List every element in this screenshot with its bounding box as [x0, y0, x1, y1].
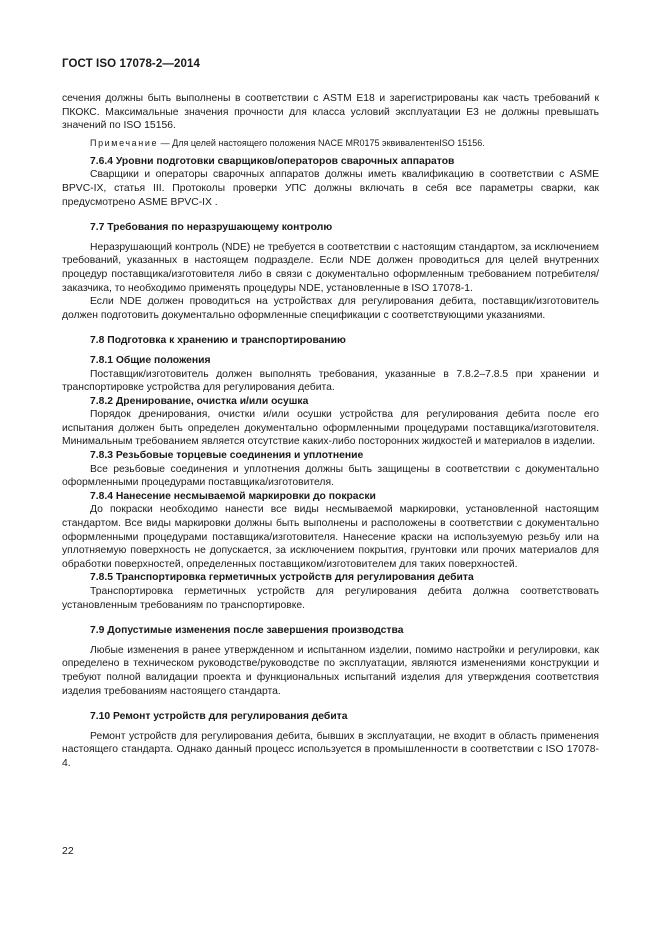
paragraph: Любые изменения в ранее утвержденном и испытанном изделии, помимо настройки и регулировки, как определено в техническом руководстве/руководстве по эксплуатации, являются изменениями конструкции и требуют полной валидации проекта и функциональных испытаний изделия для утверждения соответствия изделия требованиям настоящего стандарта.	[62, 644, 599, 697]
paragraph: До покраски необходимо нанести все виды несмываемой маркировки, установленной настоящим стандартом. Все виды маркировки должны быть выполнены и расположены в соответствии с документально оформленными процедурами поставщика/изготовителя. Нанесение краски на используемую резьбу или на уплотняемую поверхность не допускается, за исключением покрытия, грунтовки или прочих материалов для обработки поверхностей, определенных поставщиком/изготовителем для таких поверхностей.	[62, 504, 599, 570]
page-number: 22	[62, 845, 74, 857]
paragraph: Неразрушающий контроль (NDE) не требуется в соответствии с настоящим стандартом, за исключением требований, указанных в настоящем подразделе. Если NDE должен проводиться для целей внутренних процедур поставщика/изготовителя либо в связи с документально оформленным требованием потребителя/заказчика, то необходимо применять процедуры NDE, установленные в ISO 17078-1.	[62, 241, 599, 294]
paragraph: Транспортировка герметичных устройств для регулирования дебита должна соответствовать установленным требованиям по транспортировке.	[62, 586, 599, 611]
paragraph: Сварщики и операторы сварочных аппаратов должны иметь квалификацию в соответствии с ASME BPVC-IX, статья III. Протоколы проверки УПС должны включать в себя все параметры сварки, как предусмотрено ASME BPVC-IX .	[62, 169, 599, 208]
document-body	[62, 92, 599, 771]
paragraph: Ремонт устройств для регулирования дебита, бывших в эксплуатации, не входит в область применения настоящего стандарта. Однако данный процесс используется в промышленности в соответствии с ISO 17078-4.	[62, 730, 599, 769]
subsection-heading: 7.8.1 Общие положения	[90, 354, 211, 366]
paragraph: Если NDE должен проводиться на устройствах для регулирования дебита, поставщик/изготовитель должен подготовить документально оформленные спецификации с соответствующими указаниями.	[62, 296, 599, 321]
paragraph: Порядок дренирования, очистки и/или осушки устройства для регулирования дебита после его испытания должен быть определен документально оформленными процедурами поставщика/изготовителя. Минимальным требованием является отсутствие каких-либо посторонних жидкостей и материалов в изделии.	[62, 409, 599, 448]
subsection-heading: 7.6.4 Уровни подготовки сварщиков/операторов сварочных аппаратов	[90, 155, 455, 167]
note-lead: Примечание	[90, 137, 159, 148]
subsection-heading: 7.8.4 Нанесение несмываемой маркировки до покраски	[90, 490, 376, 502]
subsection-heading: 7.8.3 Резьбовые торцевые соединения и уплотнение	[90, 450, 364, 462]
subsection-heading: 7.8.5 Транспортировка герметичных устройств для регулирования дебита	[90, 572, 474, 584]
document-header: ГОСТ ISO 17078-2—2014	[62, 58, 200, 70]
section-heading: 7.8 Подготовка к хранению и транспортированию	[90, 335, 346, 347]
note-text: — Для целей настоящего положения NACE MR0175 эквивалентенISO 15156.	[158, 137, 485, 148]
note	[62, 137, 599, 149]
subsection-heading: 7.8.2 Дренирование, очистка и/или осушка	[90, 395, 309, 407]
section-heading: 7.7 Требования по неразрушающему контролю	[90, 222, 333, 234]
section-heading: 7.10 Ремонт устройств для регулирования дебита	[90, 711, 348, 723]
paragraph: сечения должны быть выполнены в соответствии с ASTM E18 и зарегистрированы как часть требований к ПКОКС. Максимальные значения прочности для класса условий эксплуатации E3 не должны превышать значений по ISO 15156.	[62, 93, 599, 132]
paragraph: Все резьбовые соединения и уплотнения должны быть защищены в соответствии с документально оформленными процедурами поставщика/изготовителя.	[62, 463, 599, 489]
section-heading: 7.9 Допустимые изменения после завершения производства	[90, 625, 404, 637]
paragraph: Поставщик/изготовитель должен выполнять требования, указанные в 7.8.2–7.8.5 при хранении и транспортировке устройства для регулирования дебита.	[62, 368, 599, 394]
